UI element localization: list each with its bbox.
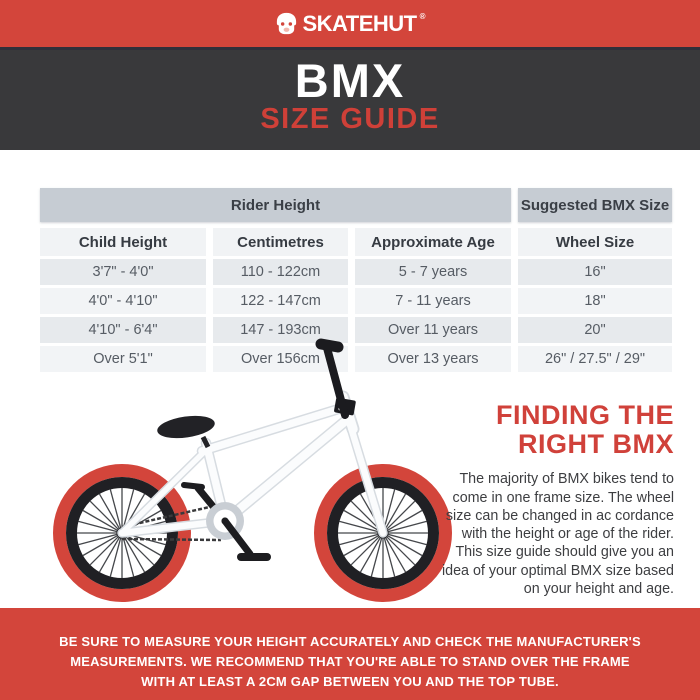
registered-mark: ® (419, 12, 426, 21)
table-cell: Over 11 years (355, 317, 511, 343)
table-cell: 4'10" - 6'4" (40, 317, 206, 343)
table-cell: 147 - 193cm (213, 317, 348, 343)
column-header-approximate-age: Approximate Age (355, 228, 511, 256)
table-group-header-row (40, 188, 672, 222)
footer-note-text: BE SURE TO MEASURE YOUR HEIGHT ACCURATELY AND CHECK THE MANUFACTURER'S MEASUREMENTS. WE RECOMMEND THAT YOU'RE ABLE TO STAND OVER THE FRAME WITH AT LEAST A 2CM GAP BETWEEN YOU AND THE TOP TUBE. (59, 634, 641, 689)
group-header-rider-height: Rider Height (40, 188, 511, 222)
info-body-text: The majority of BMX bikes tend to come in one frame size. The wheel size can be changed in ac cordance with the height or age of the rider. This size guide should give you an idea of your optimal BMX size based on your height and age. (441, 471, 674, 597)
table-cell: Over 13 years (355, 346, 511, 372)
table-cell: Over 156cm (213, 346, 348, 372)
logo-text: SKATEHUT (302, 10, 417, 36)
skatehut-logo (274, 11, 425, 37)
table-cell: Over 5'1" (40, 346, 206, 372)
info-block (434, 401, 674, 598)
table-cell: 4'0" - 4'10" (40, 288, 206, 314)
table-cell: 122 - 147cm (213, 288, 348, 314)
table-cell: 5 - 7 years (355, 259, 511, 285)
table-cell: 18" (518, 288, 672, 314)
info-heading-line1: FINDING THE (496, 400, 674, 430)
hero-band (0, 47, 700, 150)
page-subtitle: SIZE GUIDE (260, 103, 440, 135)
column-header-child-height: Child Height (40, 228, 206, 256)
page-title: BMX (294, 54, 406, 107)
bmx-bike-illustration (35, 335, 465, 608)
table-cell: 3'7" - 4'0" (40, 259, 206, 285)
table-cell: 26" / 27.5" / 29" (518, 346, 672, 372)
column-header-wheel-size: Wheel Size (518, 228, 672, 256)
table-cell: 7 - 11 years (355, 288, 511, 314)
skull-helmet-icon (274, 11, 299, 36)
info-heading-line2: RIGHT BMX (518, 428, 674, 459)
top-brand-band (0, 0, 700, 47)
footer-note-band (0, 608, 700, 700)
table-cell: 110 - 122cm (213, 259, 348, 285)
column-header-centimetres: Centimetres (213, 228, 348, 256)
group-header-suggested-bmx-size: Suggested BMX Size (518, 188, 672, 222)
table-cell: 20" (518, 317, 672, 343)
table-cell: 16" (518, 259, 672, 285)
